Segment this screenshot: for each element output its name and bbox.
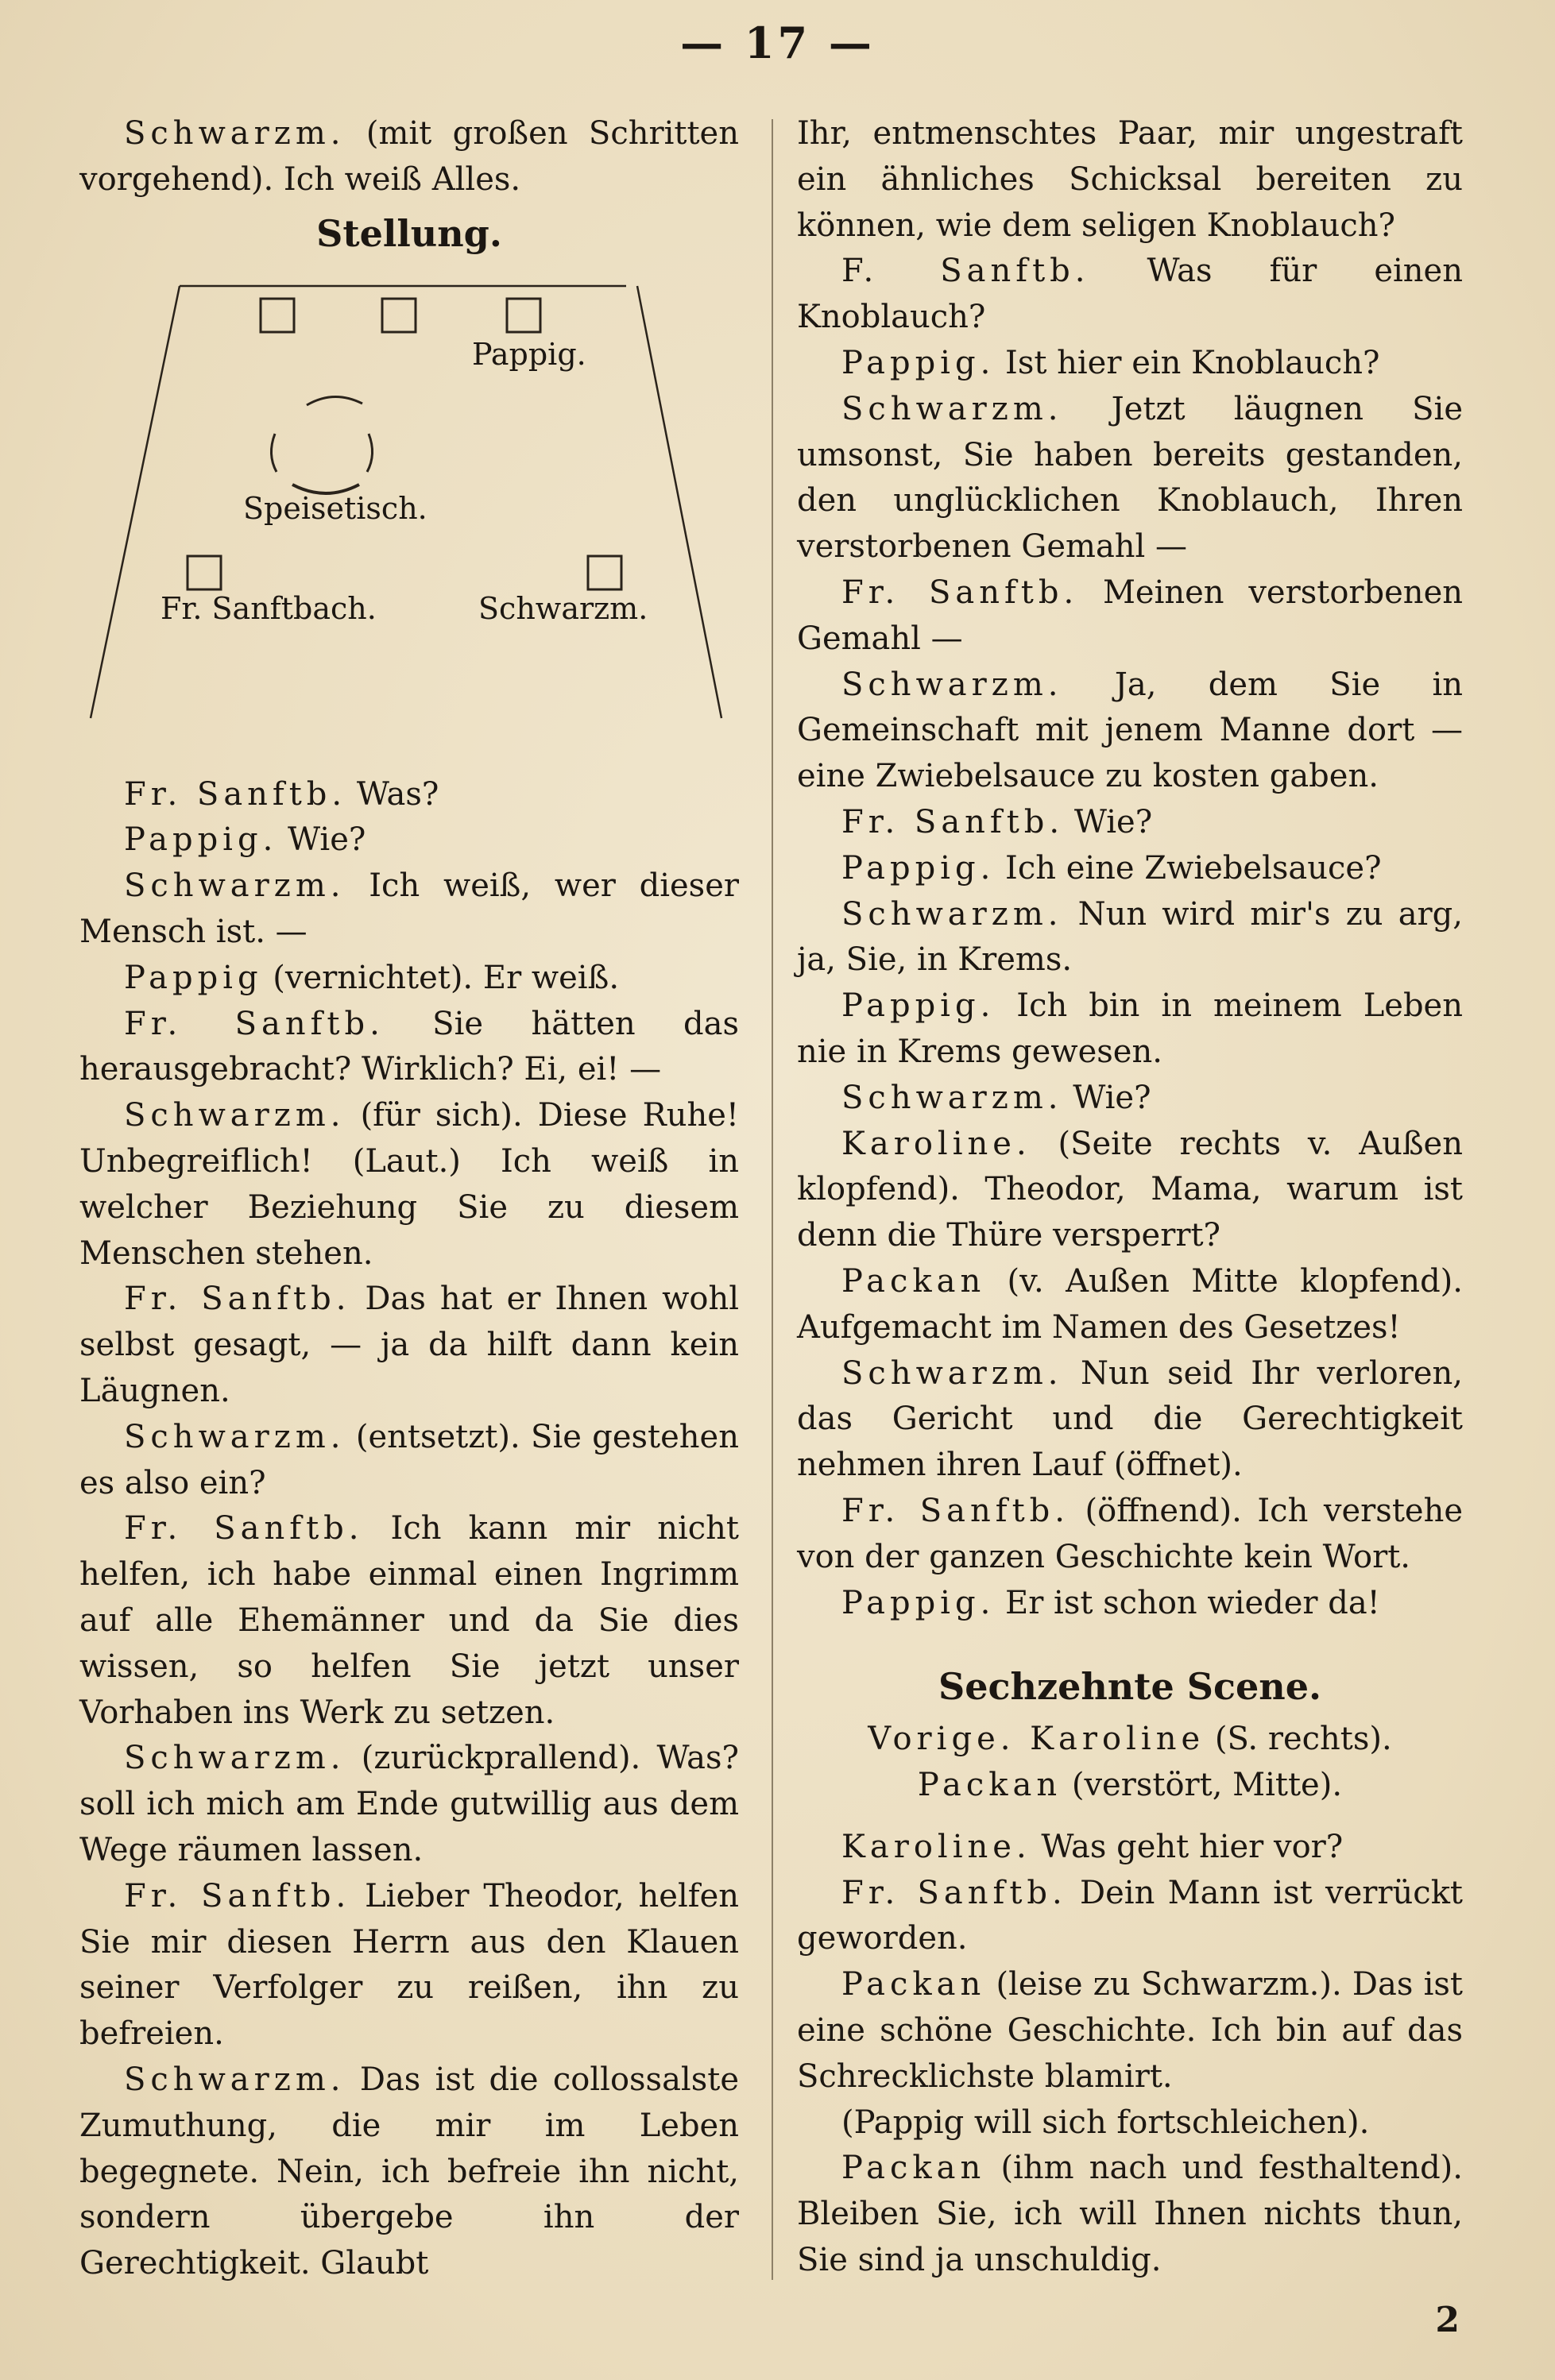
dialogue-line	[79, 2057, 739, 2287]
label-schwarzm: Schwarzm.	[478, 590, 648, 626]
dialogue-text: Sie hätten das herausgebracht? Wirklich? Ei, ei! —	[79, 1005, 739, 1088]
speaker-name: Schwarzm.	[841, 1354, 1063, 1392]
speaker-name: Vorige. Karoline	[868, 1721, 1205, 1758]
stage-diagram	[79, 264, 739, 772]
label-sanftbach: Fr. Sanftbach.	[161, 590, 377, 626]
dialogue-line	[79, 864, 739, 956]
dialogue-line	[79, 1874, 739, 2057]
chair-3-icon	[507, 299, 540, 332]
chair-sanftbach-icon	[188, 556, 221, 589]
signature-mark: 2	[1435, 2300, 1460, 2340]
dialogue-line	[797, 1581, 1463, 1627]
speaker-name: Schwarzm.	[841, 666, 1063, 703]
spacer	[797, 1626, 1463, 1656]
right-column	[797, 111, 1463, 2284]
dialogue-text: (verstört, Mitte).	[1062, 1767, 1343, 1804]
chair-2-icon	[382, 299, 416, 332]
dialogue-text: Jetzt läugnen Sie umsonst, Sie haben bereits gestanden, den unglücklichen Knoblauch, Ihren verstorbenen Gemahl —	[797, 390, 1463, 566]
spacer	[797, 1809, 1463, 1825]
dialogue-text: (zurückprallend). Was? soll ich mich am Ende gutwillig aus dem Wege räumen lassen.	[79, 1740, 739, 1868]
dialogue-text: (vernichtet). Er weiß.	[262, 959, 620, 996]
dialogue-line	[79, 1002, 739, 1094]
dialogue-text: Wie?	[1064, 803, 1153, 840]
speaker-name: Schwarzm.	[124, 2061, 346, 2098]
dialogue-line	[797, 892, 1463, 984]
dialogue-line	[797, 1871, 1463, 1963]
dialogue-line	[79, 1506, 739, 1736]
right-wall	[637, 286, 721, 718]
dialogue-line	[797, 1825, 1463, 1871]
dialogue-line	[797, 1489, 1463, 1581]
dialogue-line	[79, 817, 739, 864]
table-left-arc	[271, 434, 277, 472]
speaker-name: Fr. Sanftb.	[124, 1877, 351, 1914]
dialogue-text: Was?	[346, 775, 439, 813]
speaker-name: Schwarzm.	[841, 390, 1063, 427]
scene-title: Sechzehnte Scene.	[938, 1665, 1321, 1709]
dialogue-text: Ich eine Zwiebelsauce?	[995, 849, 1382, 887]
dialogue-line	[797, 983, 1463, 1076]
dialogue-line	[797, 846, 1463, 892]
speaker-name: Schwarzm.	[841, 895, 1063, 933]
diagram-title: Stellung.	[316, 211, 502, 255]
dialogue-line	[797, 1962, 1463, 2100]
scene-cast	[797, 1717, 1463, 1809]
dialogue-text: Dein Mann ist verrückt geworden.	[797, 1874, 1464, 1957]
dialogue-text: Was geht hier vor?	[1031, 1828, 1344, 1865]
dialogue-line	[797, 2146, 1463, 2283]
dialogue-text: Ich weiß, wer dieser Mensch ist. —	[79, 867, 739, 950]
dialogue-line	[797, 1717, 1463, 1763]
left-column	[79, 111, 739, 2287]
chair-1-icon	[261, 299, 294, 332]
dialogue-text: (S. rechts).	[1205, 1721, 1392, 1758]
dialogue-text: (öffnend). Ich verstehe von der ganzen Geschichte kein Wort.	[797, 1492, 1463, 1575]
dialogue-text: (ihm nach und festhaltend). Bleiben Sie, ich will Ihnen nichts thun, Sie sind ja unschuldig.	[797, 2150, 1463, 2279]
continuation-text: Ihr, entmenschtes Paar, mir ungestraft ein ähnliches Schicksal bereiten zu können, wie dem seligen Knoblauch?	[797, 115, 1463, 244]
dialogue-text: Das hat er Ihnen wohl selbst gesagt, — ja da hilft dann kein Läugnen.	[79, 1281, 739, 1409]
label-pappig: Pappig.	[472, 336, 586, 372]
table-top-arc	[307, 396, 362, 405]
column-divider	[772, 119, 773, 2280]
dialogue-line	[797, 570, 1463, 663]
dialogue-text: (leise zu Schwarzm.). Das ist eine schöne Geschichte. Ich bin auf das Schrecklichste blamirt.	[797, 1966, 1463, 2095]
dialogue-line	[797, 800, 1463, 846]
dialogue-text: (Seite rechts v. Außen klopfend). Theodor, Mama, warum ist denn die Thüre versperrt?	[797, 1125, 1463, 1254]
dialogue-line	[797, 1763, 1463, 1809]
speaker-name: Fr. Sanftb.	[841, 803, 1065, 840]
speaker-name: Karoline.	[841, 1125, 1031, 1162]
right-dialogue	[797, 249, 1463, 1626]
left-wall	[91, 286, 180, 718]
dialogue-text: (für sich). Diese Ruhe! Unbegreiflich! (Laut.) Ich weiß in welcher Beziehung Sie zu diesem Menschen stehen.	[79, 1097, 739, 1272]
dialogue-text: Das ist die collossalste Zumuthung, die mir im Leben begegnete. Nein, ich befreie ihn nicht, sondern übergebe ihn der Gerechtigkeit. Glaubt	[79, 2061, 739, 2282]
speaker-name: Pappig	[124, 959, 263, 996]
dialogue-line	[79, 956, 739, 1002]
page-number: — 17 —	[680, 17, 875, 68]
speaker-name: Fr. Sanftb.	[124, 1510, 364, 1547]
speaker-name: Pappig.	[841, 344, 996, 381]
dialogue-text: (entsetzt). Sie gestehen es also ein?	[79, 1418, 739, 1501]
dialogue-line	[797, 1076, 1463, 1122]
dialogue-line	[797, 249, 1463, 341]
left-dialogue	[79, 772, 739, 2287]
dialogue-line	[79, 1277, 739, 1414]
speaker-name: Karoline.	[841, 1828, 1031, 1865]
dialogue-line	[797, 387, 1463, 570]
speaker-name: Pappig.	[841, 849, 996, 887]
speaker-name: Pappig.	[124, 821, 278, 859]
dialogue-text: (Pappig will sich fortschleichen).	[841, 2104, 1370, 2141]
speaker-name: Fr. Sanftb.	[124, 1281, 351, 1318]
speaker-name: Schwarzm.	[124, 1097, 346, 1134]
speaker-name: Schwarzm.	[124, 1418, 346, 1455]
chair-schwarzm-icon	[588, 556, 621, 589]
speaker-name: Fr. Sanftb.	[841, 1874, 1067, 1911]
dialogue-text: (mit großen Schritten vorgehend). Ich weiß Alles.	[79, 115, 739, 198]
dialogue-line	[79, 1093, 739, 1277]
dialogue-line	[797, 1351, 1463, 1489]
dialogue-line	[79, 1415, 739, 1507]
dialogue-line	[797, 663, 1463, 800]
speaker-name: Packan	[841, 1966, 986, 2003]
speaker-name: F. Sanftb.	[841, 253, 1090, 290]
speaker-name: Fr. Sanftb.	[124, 775, 347, 813]
label-speisetisch: Speisetisch.	[243, 490, 427, 526]
dialogue-text: Meinen verstorbenen Gemahl —	[797, 574, 1464, 657]
dialogue-text: Nun wird mir's zu arg, ja, Sie, in Krems.	[797, 895, 1463, 979]
speaker-name: Fr. Sanftb.	[124, 1005, 385, 1042]
dialogue-line	[79, 1736, 739, 1873]
speaker-name: Fr. Sanftb.	[841, 574, 1079, 611]
dialogue-text: Ist hier ein Knoblauch?	[995, 344, 1380, 381]
speaker-name: Schwarzm.	[124, 867, 346, 905]
dialogue-text: Lieber Theodor, helfen Sie mir diesen Herrn aus den Klauen seiner Verfolger zu reißen, ihn zu befreien.	[79, 1877, 739, 2053]
speaker-name: Fr. Sanftb.	[841, 1492, 1070, 1529]
dialogue-text: Wie?	[1062, 1079, 1151, 1116]
dialogue-text: Ja, dem Sie in Gemeinschaft mit jenem Manne dort — eine Zwiebelsauce zu kosten gaben.	[797, 666, 1463, 795]
dialogue-line	[797, 2100, 1463, 2146]
dialogue-text: Was für einen Knoblauch?	[797, 253, 1463, 336]
speaker-name: Packan	[841, 1262, 986, 1300]
speaker-name: Schwarzm.	[124, 115, 346, 152]
dialogue-line	[797, 1259, 1463, 1351]
speaker-name: Schwarzm.	[124, 1740, 346, 1777]
dialogue-line	[797, 341, 1463, 387]
intro-line	[79, 111, 739, 203]
dialogue-line	[797, 1122, 1463, 1259]
speaker-name: Pappig.	[841, 987, 996, 1025]
dialogue-text: Ich bin in meinem Leben nie in Krems gewesen.	[797, 987, 1463, 1070]
speaker-name: Pappig.	[841, 1584, 996, 1621]
speaker-name: Schwarzm.	[841, 1079, 1063, 1116]
right-dialogue-2	[797, 1825, 1463, 2284]
dialogue-text: Wie?	[277, 821, 366, 859]
dialogue-text: Ich kann mir nicht helfen, ich habe einmal einen Ingrimm auf alle Ehemänner und da Sie dies wissen, so helfen Sie jetzt unser Vorhaben ins Werk zu setzen.	[79, 1510, 739, 1731]
speaker-name: Packan	[841, 2150, 986, 2187]
dialogue-text: (v. Außen Mitte klopfend). Aufgemacht im Namen des Gesetzes!	[797, 1262, 1463, 1346]
speaker-name: Packan	[917, 1767, 1062, 1804]
table-right-arc	[367, 434, 373, 472]
dialogue-text: Er ist schon wieder da!	[995, 1584, 1380, 1621]
dialogue-text: Nun seid Ihr verloren, das Gericht und die Gerechtigkeit nehmen ihren Lauf (öffnet).	[797, 1354, 1463, 1484]
dialogue-line	[79, 772, 739, 818]
